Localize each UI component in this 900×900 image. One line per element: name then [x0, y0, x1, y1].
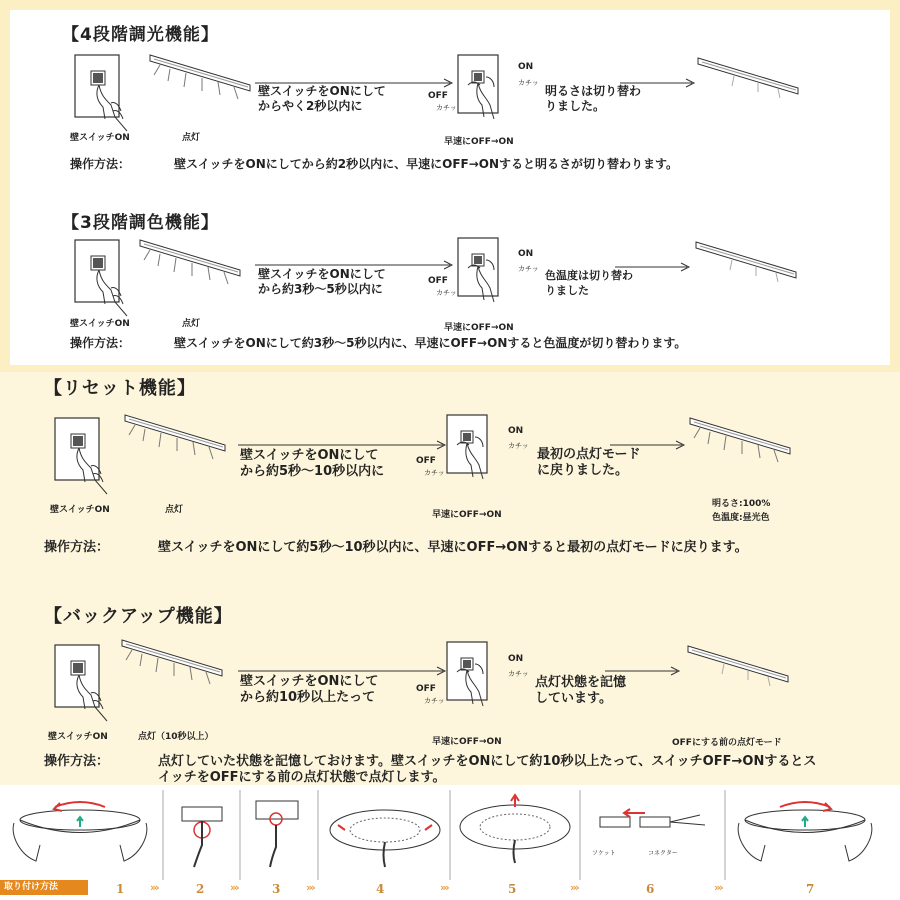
- step-number: 6: [646, 882, 655, 896]
- chevron-icon: ›››: [230, 881, 238, 894]
- step-number: 3: [272, 882, 281, 896]
- off-label: OFF: [428, 276, 448, 286]
- step-2-illustration: [182, 807, 222, 867]
- result-text: 明るさは切り替わ りました。: [545, 84, 642, 113]
- click-label: カチッ: [508, 670, 529, 678]
- chevron-icon: ›››: [150, 881, 158, 894]
- operation-block: [44, 754, 824, 788]
- operation-label: 操作方法：: [44, 540, 110, 555]
- switch-on-label: 壁スイッチON: [70, 319, 130, 329]
- click-label: カチッ: [518, 265, 539, 273]
- step-1-illustration: [13, 802, 147, 861]
- result-text: 最初の点灯モード に戻りました。: [537, 447, 641, 478]
- section-title: 【バックアップ機能】: [44, 606, 233, 627]
- socket-label: ソケット: [592, 850, 616, 857]
- section-title: 【3段階調色機能】: [62, 213, 219, 233]
- step-5-illustration: [460, 795, 570, 863]
- ceiling-light-illustration: [696, 242, 806, 287]
- step-number: 5: [508, 882, 517, 896]
- lighting-label: 点灯: [165, 505, 184, 515]
- fast-toggle-label: 早速にOFF→ON: [432, 737, 502, 747]
- chevron-icon: ›››: [306, 881, 314, 894]
- instruction-text: 壁スイッチをONにして から約10秒以上たって: [240, 674, 379, 705]
- arrow-icon: [605, 666, 685, 676]
- wall-switch-illustration: [55, 645, 125, 725]
- arrow-icon: [615, 262, 695, 272]
- instruction-text: 壁スイッチをONにして からやく2秒以内に: [258, 84, 386, 113]
- click-label: カチッ: [518, 79, 539, 87]
- result-caption: OFFにする前の点灯モード: [672, 738, 782, 748]
- operation-text: 点灯していた状態を記憶しておけます。壁スイッチをONにして約10秒以上たって、スイッチOFF→ONするとスイッチをOFFにする前の点灯状態で点灯します。: [158, 754, 817, 785]
- ceiling-light-illustration: [688, 646, 808, 696]
- operation-block: [44, 540, 804, 574]
- section-title: 【リセット機能】: [44, 378, 196, 399]
- switch-on-label: 壁スイッチON: [70, 133, 130, 143]
- fast-toggle-label: 早速にOFF→ON: [444, 137, 514, 147]
- lighting-label: 点灯: [182, 319, 201, 329]
- lighting-label: 点灯: [182, 133, 201, 143]
- chevron-icon: ›››: [570, 881, 578, 894]
- arrow-icon: [620, 78, 700, 88]
- off-label: OFF: [416, 684, 436, 694]
- ceiling-light-illustration: [122, 640, 232, 690]
- step-3-illustration: [256, 801, 298, 867]
- on-label: ON: [508, 654, 524, 664]
- step-number: 4: [376, 882, 385, 896]
- arrow-icon: [610, 440, 690, 450]
- click-label: カチッ: [424, 697, 445, 705]
- connector-label: コネクター: [648, 850, 678, 857]
- brightness-note: 明るさ:100%: [712, 499, 771, 509]
- wall-switch-illustration: [75, 240, 145, 320]
- step-6-illustration: [600, 809, 705, 827]
- chevron-icon: ›››: [714, 881, 722, 894]
- toggle-switch-illustration: [458, 238, 518, 318]
- lighting-label: 点灯（10秒以上）: [138, 732, 214, 742]
- click-label: カチッ: [436, 289, 457, 297]
- step-number: 2: [196, 882, 205, 896]
- on-label: ON: [518, 62, 534, 72]
- operation-label: 操作方法：: [70, 157, 131, 171]
- fast-toggle-label: 早速にOFF→ON: [444, 323, 514, 333]
- ceiling-light-illustration: [690, 418, 810, 473]
- operation-block: [70, 157, 830, 189]
- installation-badge: 取り付け方法: [0, 880, 88, 895]
- toggle-switch-illustration: [447, 642, 507, 722]
- ceiling-light-illustration: [125, 415, 235, 465]
- on-label: ON: [518, 249, 534, 259]
- instruction-text: 壁スイッチをONにして から約3秒～5秒以内に: [258, 267, 386, 296]
- operation-block: [70, 336, 830, 366]
- ceiling-light-illustration: [140, 240, 250, 290]
- step-number: 1: [116, 882, 125, 896]
- off-label: OFF: [416, 456, 436, 466]
- toggle-switch-illustration: [458, 55, 518, 135]
- operation-text: 壁スイッチをONにして約5秒～10秒以内に、早速にOFF→ONすると最初の点灯モードに戻ります。: [158, 540, 748, 555]
- result-text: 色温度は切り替わ りました: [545, 269, 633, 297]
- operation-text: 壁スイッチをONにしてから約2秒以内に、早速にOFF→ONすると明るさが切り替わります。: [174, 157, 679, 171]
- ceiling-light-illustration: [150, 55, 260, 105]
- step-4-illustration: [330, 810, 440, 867]
- operation-label: 操作方法：: [44, 754, 110, 769]
- click-label: カチッ: [424, 469, 445, 477]
- toggle-switch-illustration: [447, 415, 507, 495]
- operation-label: 操作方法：: [70, 336, 131, 350]
- section-title: 【4段階調光機能】: [62, 25, 219, 45]
- operation-text: 壁スイッチをONにして約3秒～5秒以内に、早速にOFF→ONすると色温度が切り替わります。: [174, 336, 687, 350]
- switch-on-label: 壁スイッチON: [48, 732, 108, 742]
- chevron-icon: ›››: [440, 881, 448, 894]
- switch-on-label: 壁スイッチON: [50, 505, 110, 515]
- wall-switch-illustration: [55, 418, 125, 498]
- color-temperature-note: 色温度:昼光色: [712, 513, 770, 523]
- ceiling-light-illustration: [698, 58, 808, 103]
- instruction-text: 壁スイッチをONにして から約5秒～10秒以内に: [240, 448, 385, 479]
- fast-toggle-label: 早速にOFF→ON: [432, 510, 502, 520]
- installation-illustrations: [0, 785, 900, 880]
- click-label: カチッ: [436, 104, 457, 112]
- on-label: ON: [508, 426, 524, 436]
- off-label: OFF: [428, 91, 448, 101]
- step-number: 7: [806, 882, 815, 896]
- result-text: 点灯状態を記憶 しています。: [535, 675, 627, 706]
- step-7-illustration: [738, 802, 872, 861]
- wall-switch-illustration: [75, 55, 145, 135]
- click-label: カチッ: [508, 442, 529, 450]
